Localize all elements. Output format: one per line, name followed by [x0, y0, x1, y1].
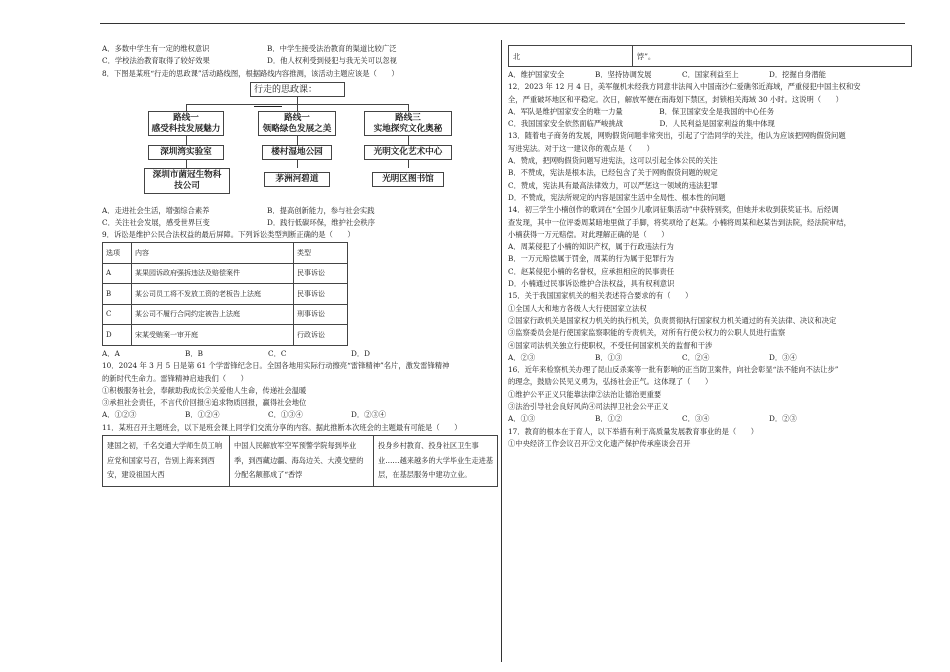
option: C．关注社会发展，感受世界巨变 — [102, 218, 210, 227]
q11-options — [508, 70, 910, 79]
header-rule — [100, 23, 905, 24]
q16-line: 16．近年来检察机关办理了昆山反杀案等一批有影响的正当防卫案件，向社会彰显“法不能向不法让步” — [508, 365, 839, 375]
q13-line: D．不赞成，宪法所规定的内容是国家生活中全局性、根本性的问题 — [508, 192, 726, 202]
option: B．①② — [595, 414, 623, 424]
table-cell: 投身乡村教育、投身社区卫生事业……越来越多的大学毕业生走进基层，在基层服务中建功立业。 — [374, 435, 498, 486]
route2-stop1: 楼村湿地公园 — [262, 145, 332, 160]
option: A．A — [102, 348, 120, 358]
option: B．提高创新能力，参与社会实践 — [267, 205, 375, 215]
q10-options — [102, 410, 498, 419]
route1-head: 路线一 感受科技发展魅力 — [148, 111, 224, 136]
q16-line: ①维护公平正义只能靠法律②法治让德治更重要 — [508, 389, 662, 399]
option: C．学校法治教育取得了较好效果 — [102, 56, 210, 66]
route-diagram — [102, 82, 498, 200]
route1-stop1: 深圳湾实验室 — [148, 145, 224, 160]
option: D．挖掘自身潜能 — [769, 70, 826, 79]
table-cell: 饽”。 — [633, 46, 912, 67]
q11-table — [102, 435, 498, 487]
option: D．②③ — [769, 414, 797, 424]
q14-line: A．周某侵犯了小楠的知识产权，属于行政违法行为 — [508, 242, 674, 252]
q8-options-row1 — [102, 206, 498, 215]
right-column — [508, 47, 910, 448]
q7-options-row1 — [102, 44, 498, 53]
q10-line: 10．2024 年 3 月 5 日是第 61 个学雷锋纪念日。全国各地用实际行动擦亮“雷锋精神”名片，激发雷锋精神 — [102, 361, 450, 371]
q13-line: 写进宪法。对于这一建议你的观点是（ ） — [508, 143, 654, 153]
q11-stem: 11．某班召开主题班会，以下是班会课上同学们交流分享的内容。据此推断本次班会的主题最有可能是（ ） — [102, 422, 462, 432]
q13-line: B．不赞成，宪法是根本法，已经包含了关于网购假货问题的规定 — [508, 168, 718, 178]
q16-line: 的理念，鼓励公民见义勇为，弘扬社会正气。这体现了（ ） — [508, 377, 713, 387]
q15-line: 15．关于我国国家机关的相关表述符合要求的有（ ） — [508, 291, 693, 301]
q12-line: 12．2023 年 12 月 4 日，美军舰机未经我方同意非法闯入中国南沙仁爱礁邻近海域，严重侵犯中国主权和安 — [508, 82, 861, 92]
q10-line: 的新时代生命力。雷锋精神启迪我们（ ） — [102, 373, 248, 383]
column-divider — [501, 40, 502, 662]
option: A．维护国家安全 — [508, 70, 565, 79]
route2-stop2: 茅洲河碧道 — [264, 172, 330, 187]
q8-options-row2 — [102, 218, 498, 227]
q14-line: 查发现，其中一位评委周某暗地里做了手脚，将奖项给了赵某。小楠将周某和赵某告到法院，经法院审结， — [508, 217, 851, 227]
q15-line: ①全国人大和地方各级人大行使国家立法权 — [508, 303, 647, 313]
q17-line: 17．教育的根本在于育人，以下举措有利于高质量发展教育事业的是（ ） — [508, 426, 759, 436]
q15-line: ③监察委员会是行使国家监察职能的专责机关，对所有行使公权力的公职人员进行监察 — [508, 328, 786, 338]
q12-line: A．军队是维护国家安全的唯一力量 B．保卫国家安全是我国的中心任务 — [508, 106, 775, 116]
q15-line: ②国家行政机关是国家权力机关的执行机关，负责贯彻执行国家权力机关通过的有关法律、决议和决定 — [508, 315, 837, 325]
left-column — [102, 44, 498, 487]
option: A．①③ — [508, 414, 536, 424]
route2-head: 路线一 领略绿色发展之美 — [258, 111, 336, 136]
option: D．③④ — [769, 352, 797, 362]
q17-line: ①中央经济工作会议召开②文化遗产保护传承座谈会召开 — [508, 438, 691, 448]
table-row: B 某公司员工将不发放工资的老板告上法庭 民事诉讼 — [103, 284, 348, 305]
q13-line: 13．随着电子商务的发展，网购假货问题非常突出，引起了宁浩同学的关注，他认为应该把网购假货问题 — [508, 131, 846, 141]
option: D．D — [351, 348, 370, 358]
option: C．①③④ — [268, 410, 303, 420]
option: C．③④ — [682, 414, 710, 424]
q15-line: ④国家司法机关独立行使职权，不受任何国家机关的监督和干涉 — [508, 340, 713, 350]
option: D．②③④ — [351, 410, 387, 420]
option: A．②③ — [508, 352, 536, 362]
table-row: D 宋某受贿案一审开庭 行政诉讼 — [103, 325, 348, 346]
q16-line: ③法治引导社会良好风尚④司法捍卫社会公平正义 — [508, 402, 669, 412]
header-cell: 类型 — [294, 243, 348, 264]
q8-stem: 8．下图是某班“行走的思政课”活动路线图，根据路线内容推测，该活动主题应该是（ ） — [102, 68, 399, 78]
option: A．多数中学生有一定的维权意识 — [102, 44, 210, 53]
option: A．走进社会生活，增强综合素养 — [102, 205, 210, 215]
option: B．坚持协调发展 — [595, 70, 652, 79]
option: C．②④ — [682, 352, 710, 362]
q12-line: C．我国国家安全依然面临严峻挑战 D．人民利益是国家利益的集中体现 — [508, 119, 775, 129]
q10-line: ①积极服务社会，奉献助我成长②关爱他人生命，传递社会温暖 — [102, 385, 307, 395]
table-cell: 北 — [509, 46, 633, 67]
route3-stop2: 光明区图书馆 — [372, 172, 444, 187]
q10-line: ③承担社会责任，不言代价回报④追求物质回报，赢得社会地位 — [102, 398, 307, 408]
route3-stop1: 光明文化艺术中心 — [364, 145, 452, 160]
q13-line: C．赞成，宪法具有最高法律效力，可以严惩这一领域的违法犯罪 — [508, 180, 718, 190]
q11-table-continued — [508, 45, 912, 67]
option: B．①②④ — [185, 410, 220, 420]
q14-line: B．一万元赔偿属于罚金，周某的行为属于犯罪行为 — [508, 254, 674, 264]
q9-options — [102, 349, 498, 358]
table-cell: 中国人民解放军空军预警学院每到毕业季，到西藏边疆、海岛边关、大漠戈壁的分配名额都成了“香饽 — [230, 435, 374, 486]
q16-options — [508, 414, 910, 423]
option: C．国家利益至上 — [682, 70, 739, 79]
table-row — [509, 46, 912, 67]
header-cell: 选项 — [103, 243, 132, 264]
q13-line: A．赞成，把网购假货问题写进宪法，这可以引起全体公民的关注 — [508, 156, 718, 166]
table-row — [103, 435, 498, 486]
q7-options-row2 — [102, 56, 498, 65]
table-row: A 某果园诉政府强拆违法及赔偿案件 民事诉讼 — [103, 263, 348, 284]
q9-table — [102, 242, 348, 346]
q14-line: C．赵某侵犯小楠的名誉权，应承担相应的民事责任 — [508, 266, 675, 276]
header-cell: 内容 — [132, 243, 294, 264]
table-row: C 某公司不履行合同约定被告上法庭 刑事诉讼 — [103, 304, 348, 325]
diagram-title: 行走的思政课： — [250, 82, 345, 97]
option: B．B — [185, 348, 204, 358]
option: B．①③ — [595, 352, 623, 362]
q14-line: 小楠获得一万元赔偿。对此理解正确的是（ ） — [508, 229, 669, 239]
route1-stop2: 深圳市菌冠生物科 技公司 — [144, 168, 230, 194]
table-header-row — [103, 243, 348, 264]
route3-head: 路线三 实地探究文化奥秘 — [364, 111, 452, 136]
option: B．中学生接受法治教育的渠道比较广泛 — [267, 44, 397, 53]
q14-line: 14．初三学生小楠创作的歌词在“全国少儿歌词征集活动”中获特别奖，但她并未收到获奖证书。后经调 — [508, 205, 839, 215]
q14-line: D．小楠通过民事诉讼维护合法权益，具有权利意识 — [508, 279, 675, 289]
table-cell: 建国之初，千名交通大学师生员工响应党和国家号召，告别上海来到西安，建设祖国大西 — [103, 435, 230, 486]
option: D．他人权利受到侵犯与我无关可以忽视 — [267, 56, 397, 66]
option: A．①②③ — [102, 410, 137, 420]
q12-line: 全，严重破坏地区和平稳定。次日，解放军便在南海划下禁区，封锁相关海域 30 小时。这说明（ ） — [508, 94, 843, 104]
q9-stem: 9．诉讼是维护公民合法权益的最后屏障。下列诉讼类型判断正确的是（ ） — [102, 230, 355, 240]
option: D．践行低碳环保，维护社会秩序 — [267, 218, 376, 227]
option: C．C — [268, 348, 287, 358]
q15-options — [508, 353, 910, 362]
